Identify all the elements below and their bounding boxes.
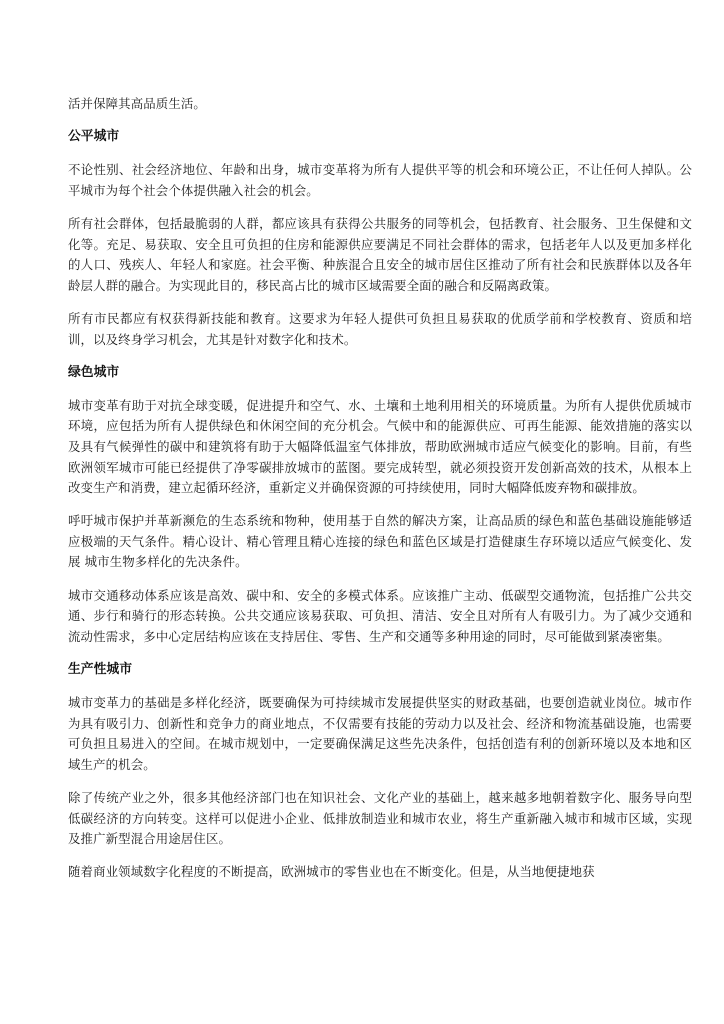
heading-green-city: 绿色城市 xyxy=(68,364,120,380)
paragraph-fair-city-3: 所有市民都应有权获得新技能和教育。这要求为年轻人提供可负担且易获取的优质学前和学校教育、资质和培训，以及终身学习机会，尤其是针对数字化和技术。 xyxy=(68,310,692,347)
paragraph-intro-continuation: 活并保障其高品质生活。 xyxy=(68,96,206,111)
paragraph-productive-city-3: 随着商业领域数字化程度的不断提高，欧洲城市的零售业也在不断变化。但是，从当地便捷地获 xyxy=(68,864,595,880)
paragraph-fair-city-2: 所有社会群体，包括最脆弱的人群，都应该具有获得公共服务的同等机会，包括教育、社会服务、卫生保健和文化等。充足、易获取、安全且可负担的住房和能源供应要满足不同社会群体的需求，包括老年人以及更加多样化的人口、残疾人、年轻人和家庭。社会平衡、种族混合且安全的城市居住区推动了所有社会和民族群体以及各年龄层人群的融合。为实现此目的，移民高占比的城市区域需要全面的融合和反隔离政策。 xyxy=(68,215,692,293)
paragraph-productive-city-1: 城市变革力的基础是多样化经济，既要确保为可持续城市发展提供坚实的财政基础，也要创造就业岗位。城市作为具有吸引力、创新性和竞争力的商业地点，不仅需要有技能的劳动力以及社会、经济和物流基础设施，也需要可负担且易进入的空间。在城市规划中，一定要确保满足这些先决条件，包括创造有利的创新环境以及本地和区域生产的机会。 xyxy=(68,695,692,772)
paragraph-fair-city-1: 不论性别、社会经济地位、年龄和出身，城市变革将为所有人提供平等的机会和环境公正，不让任何人掉队。公平城市为每个社会个体提供融入社会的机会。 xyxy=(68,162,692,198)
heading-fair-city: 公平城市 xyxy=(68,129,120,145)
heading-productive-city: 生产性城市 xyxy=(68,662,132,678)
paragraph-green-city-1: 城市变革有助于对抗全球变暖，促进提升和空气、水、土壤和土地利用相关的环境质量。为所有人提供优质城市环境，应包括为所有人提供绿色和休闲空间的充分机会。气候中和的能源供应、可再生能源、能效措施的落实以及具有气候弹性的碳中和建筑将有助于大幅降低温室气体排放，帮助欧洲城市适应气候变化的影响。目前，有些欧洲领军城市可能已经提供了净零碳排放城市的蓝图。要完成转型，就必须投资开发创新高效的技术，从根本上改变生产和消费，建立起循环经济，重新定义并确保资源的可持续使用，同时大幅降低废弃物和碳排放。 xyxy=(68,397,692,496)
document-page xyxy=(68,94,692,896)
paragraph-green-city-2: 呼吁城市保护并革新濒危的生态系统和物种，使用基于自然的解决方案，让高品质的绿色和蓝色基础设施能够适应极端的天气条件。精心设计、精心管理且精心连接的绿色和蓝色区域是打造健康生存环境以适应气候变化、发展 城市生物多样化的先决条件。 xyxy=(68,513,692,570)
paragraph-green-city-3: 城市交通移动体系应该是高效、碳中和、安全的多模式体系。应该推广主动、低碳型交通物流，包括推广公共交通、步行和骑行的形态转换。公共交通应该易获取、可负担、清洁、安全且对所有人有吸引力。为了减少交通和流动性需求，多中心定居结构应该在支持居住、零售、生产和交通等多种用途的同时，尽可能做到紧凑密集。 xyxy=(68,587,692,644)
paragraph-productive-city-2: 除了传统产业之外，很多其他经济部门也在知识社会、文化产业的基础上，越来越多地朝着数字化、服务导向型低碳经济的方向转变。这样可以促进小企业、低排放制造业和城市农业，将生产重新融入城市和城市区域，实现及推广新型混合用途居住区。 xyxy=(68,790,692,847)
